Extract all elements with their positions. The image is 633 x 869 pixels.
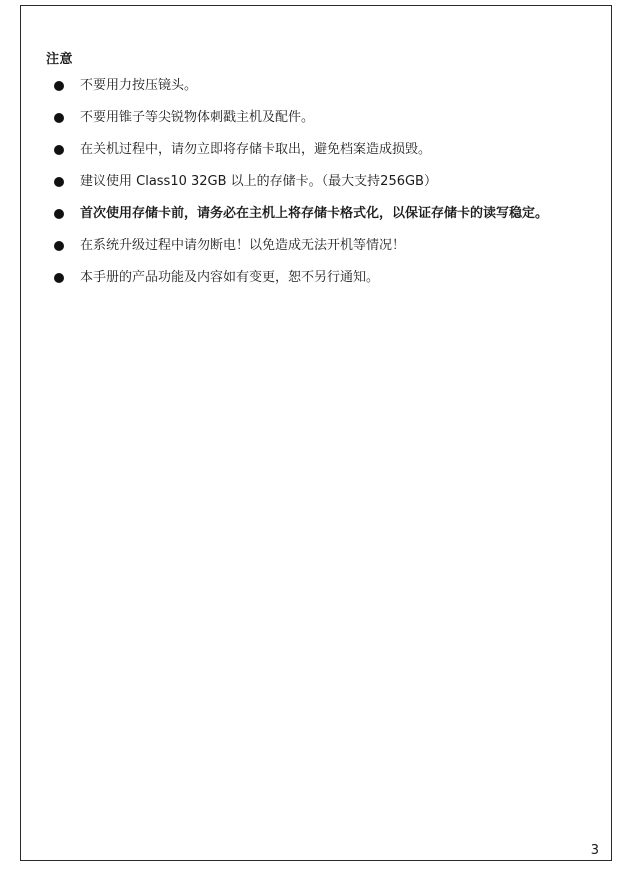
notice-text: 首次使用存储卡前，请务必在主机上将存储卡格式化，以保证存储卡的读写稳定。 [80, 206, 549, 221]
notice-text: 本手册的产品功能及内容如有变更，恕不另行通知。 [80, 270, 380, 285]
notice-text: 在系统升级过程中请勿断电！以免造成无法开机等情况！ [80, 238, 406, 253]
notice-item [0, 230, 633, 262]
bullet-icon [54, 177, 64, 187]
notice-item [0, 134, 633, 166]
notice-text: 在关机过程中，请勿立即将存储卡取出，避免档案造成损毁。 [80, 142, 432, 157]
bullet-icon [54, 209, 64, 219]
bullet-icon [54, 273, 64, 283]
page-number: 3 [590, 843, 599, 858]
notice-item [0, 166, 633, 198]
notice-heading: 注意 [46, 52, 74, 67]
notice-item [0, 70, 633, 102]
notice-text: 建议使用 Class10 32GB 以上的存储卡。（最大支持256GB） [80, 174, 437, 189]
bullet-icon [54, 241, 64, 251]
bullet-icon [54, 81, 64, 91]
notice-item [0, 102, 633, 134]
notice-item [0, 262, 633, 294]
notice-item-emphasized [0, 198, 633, 230]
bullet-icon [54, 145, 64, 155]
bullet-icon [54, 113, 64, 123]
notice-list [0, 70, 633, 294]
notice-text: 不要用锥子等尖锐物体刺戳主机及配件。 [80, 110, 315, 125]
notice-text: 不要用力按压镜头。 [80, 78, 198, 93]
